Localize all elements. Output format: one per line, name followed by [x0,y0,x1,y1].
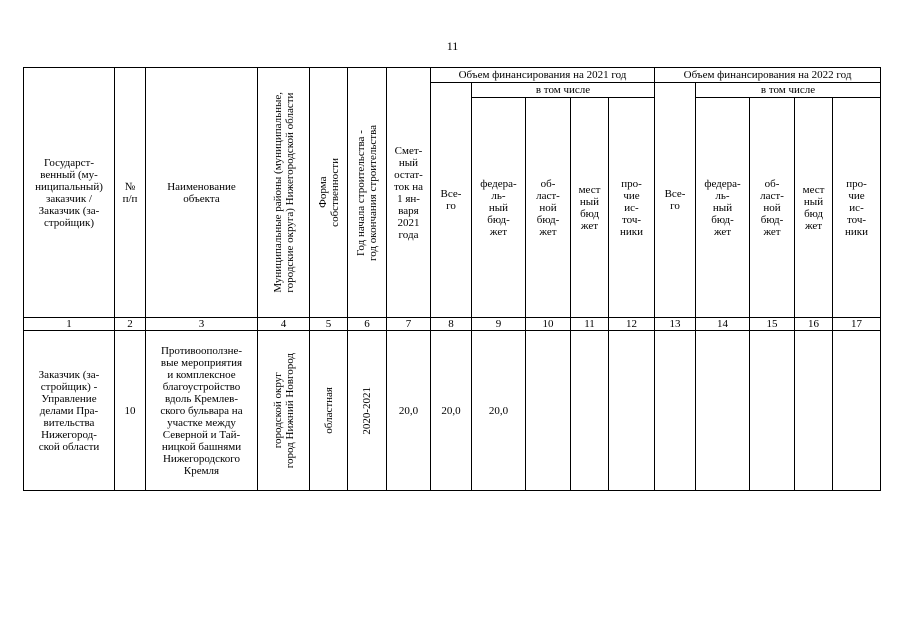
header-local-2022: мест ный бюд жет [795,98,833,318]
financing-table [23,67,881,491]
row-local-2022 [795,331,833,491]
header-regional-2022: об- ласт- ной бюд- жет [750,98,795,318]
column-number: 10 [526,318,571,331]
column-number: 1 [24,318,115,331]
row-object-name: Противооползне- вые мероприятия и комплексное благоустройство вдоль Кремлев- ского бульвара на участке между Северной и Тай- ницкой башнями Нижегородского Кремля [146,331,258,491]
header-remainder: Смет- ный остат- ток на 1 ян- варя 2021 года [387,68,431,318]
row-district: городской округ город Нижний Новгород [258,331,310,491]
header-number: № п/п [115,68,146,318]
header-regional-2021: об- ласт- ной бюд- жет [526,98,571,318]
column-number: 16 [795,318,833,331]
column-number: 11 [571,318,609,331]
column-number-row [24,318,881,331]
column-number: 8 [431,318,472,331]
header-ownership: Форма собственности [310,68,348,318]
row-customer: Заказчик (за- стройщик) - Управление делами Пра- вительства Нижегород- ской области [24,331,115,491]
row-regional-2021 [526,331,571,491]
column-number: 12 [609,318,655,331]
column-number: 4 [258,318,310,331]
column-number: 17 [833,318,881,331]
column-number: 14 [696,318,750,331]
row-remainder: 20,0 [387,331,431,491]
row-federal-2022 [696,331,750,491]
row-total-2021: 20,0 [431,331,472,491]
column-number: 3 [146,318,258,331]
header-other-2022: про- чие ис- точ- ники [833,98,881,318]
header-other-2021: про- чие ис- точ- ники [609,98,655,318]
row-total-2022 [655,331,696,491]
header-total-2022: Все- го [655,83,696,318]
row-federal-2021: 20,0 [472,331,526,491]
column-number: 13 [655,318,696,331]
column-number: 5 [310,318,348,331]
row-years: 2020-2021 [348,331,387,491]
row-other-2021 [609,331,655,491]
row-other-2022 [833,331,881,491]
row-regional-2022 [750,331,795,491]
header-local-2021: мест ный бюд жет [571,98,609,318]
header-row-1 [24,68,881,83]
table-row [24,331,881,491]
header-customer: Государст- венный (му- ниципальный) заказчик / Заказчик (за- стройщик) [24,68,115,318]
column-number: 15 [750,318,795,331]
header-funding-2021: Объем финансирования на 2021 год [431,68,655,83]
row-local-2021 [571,331,609,491]
header-years: Год начала строительства - год окончания строительства [348,68,387,318]
header-federal-2022: федера- ль- ный бюд- жет [696,98,750,318]
column-number: 6 [348,318,387,331]
header-district: Муниципальные районы (муниципальные, городские округа) Нижегородской области [258,68,310,318]
row-ownership: областная [310,331,348,491]
header-funding-2022: Объем финансирования на 2022 год [655,68,881,83]
row-number: 10 [115,331,146,491]
page-number: 11 [446,39,459,53]
header-federal-2021: федера- ль- ный бюд- жет [472,98,526,318]
header-total-2021: Все- го [431,83,472,318]
column-number: 2 [115,318,146,331]
column-number: 7 [387,318,431,331]
header-object-name: Наименование объекта [146,68,258,318]
header-including-2022: в том числе [696,83,881,98]
column-number: 9 [472,318,526,331]
header-including-2021: в том числе [472,83,655,98]
